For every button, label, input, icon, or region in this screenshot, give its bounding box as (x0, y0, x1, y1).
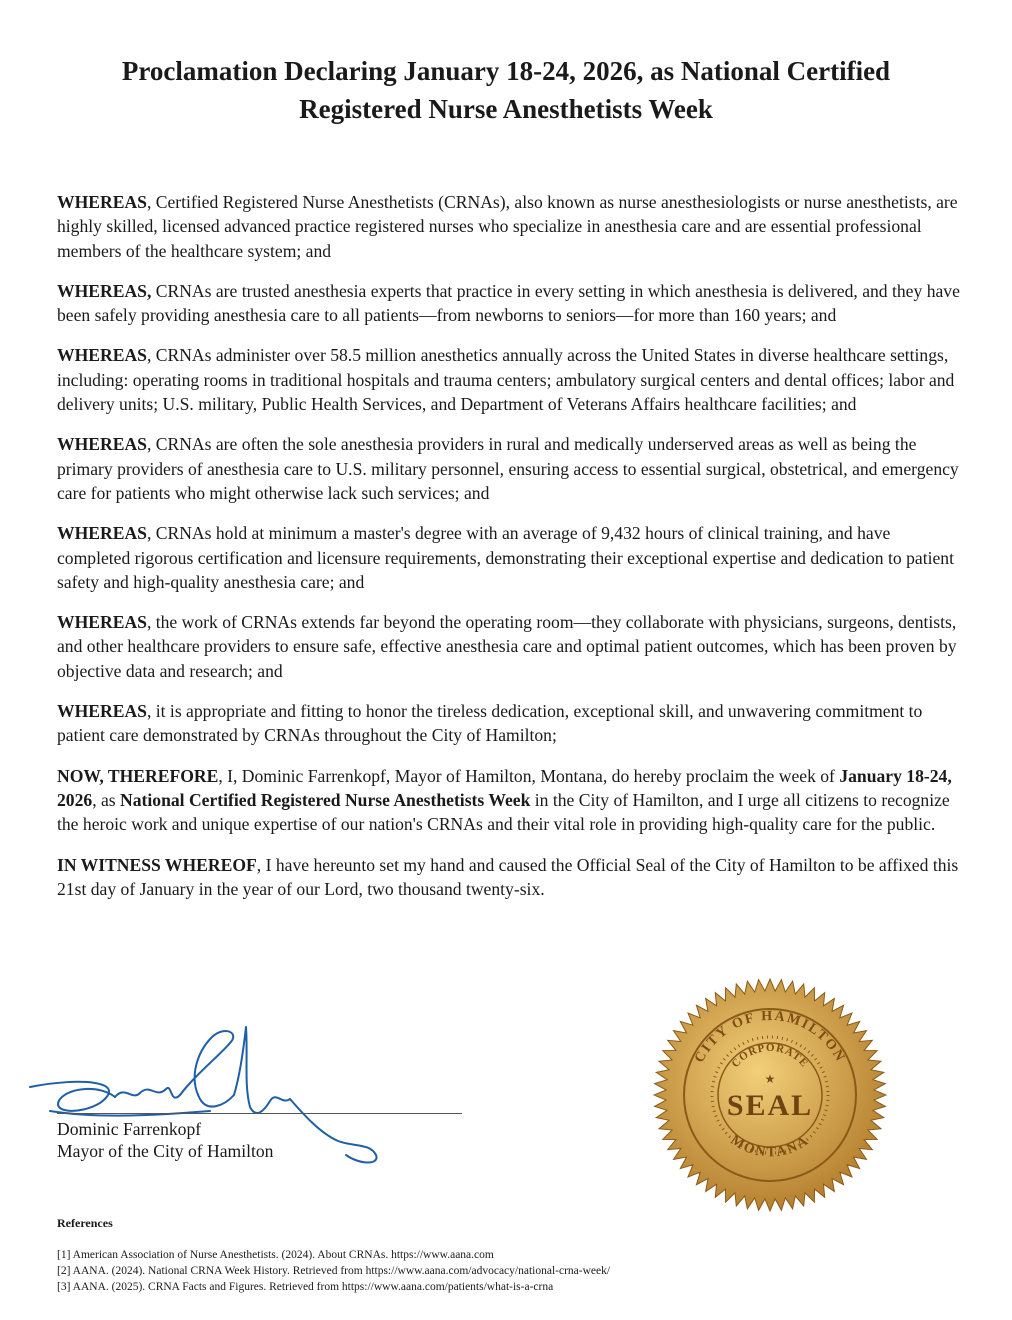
signature-block (0, 1015, 520, 1185)
whereas-lead: WHEREAS (57, 345, 147, 366)
signer-title: Mayor of the City of Hamilton (57, 1141, 274, 1161)
therefore-paragraph (57, 764, 962, 837)
whereas-lead: WHEREAS (57, 612, 147, 633)
whereas-text: CRNAs are trusted anesthesia experts that practice in every setting in which anesthesia is delivered, and they have been safely providing anesthesia care to all patients—from newborns to seniors—for more than 160 years; and (57, 280, 960, 326)
proclamation-body (57, 190, 962, 917)
signature-line (57, 1113, 462, 1114)
whereas-text: , CRNAs administer over 58.5 million anesthetics annually across the United States in diverse healthcare settings, including: operating rooms in traditional hospitals and trauma centers; ambulatory surgical centers and dental offices; labor and delivery units; U.S. military, Public Health Services, and Department of Veterans Affairs healthcare facilities; and (57, 345, 955, 415)
seal-ring-bottom: MONTANA (727, 1132, 813, 1161)
proclaimed-dates: January 18-24, 2026 (57, 765, 952, 810)
reference-item: [1] American Association of Nurse Anesthetists. (2024). About CRNAs. https://www.aana.com (57, 1249, 494, 1261)
whereas-paragraph-7 (57, 699, 962, 748)
seal-star-icon: ★ (764, 1072, 776, 1086)
whereas-lead: WHEREAS, (57, 280, 152, 301)
whereas-paragraph-6 (57, 610, 962, 683)
whereas-lead: WHEREAS (57, 523, 147, 544)
witness-text: , I have hereunto set my hand and caused the Official Seal of the City of Hamilton to be affixed this 21st day of January in the year of our Lord, two thousand twenty-six. (57, 854, 959, 899)
witness-lead: IN WITNESS WHEREOF (57, 854, 257, 875)
witness-paragraph (57, 853, 962, 902)
whereas-paragraph-5 (57, 521, 962, 594)
therefore-text-2: , as (92, 789, 121, 810)
whereas-text: , CRNAs hold at minimum a master's degree with an average of 9,432 hours of clinical training, and have completed rigorous certification and licensure requirements, demonstrating their exceptional expertise and dedication to patient safety and high-quality anesthesia care; and (57, 523, 954, 592)
reference-item: [3] AANA. (2025). CRNA Facts and Figures. Retrieved from https://www.aana.com/patients/what-is-a-crna (57, 1281, 554, 1293)
proclaimed-week: National Certified Registered Nurse Anesthetists Week (120, 789, 531, 810)
seal-inner-top: CORPORATE (729, 1041, 811, 1070)
references-heading: References (57, 1216, 113, 1230)
whereas-text: , it is appropriate and fitting to honor the tireless dedication, exceptional skill, and unwavering commitment to patient care demonstrated by CRNAs throughout the City of Hamilton; (57, 701, 923, 746)
whereas-text: , CRNAs are often the sole anesthesia providers in rural and medically underserved areas as well as being the primary providers of anesthesia care to U.S. military personnel, ensuring access to essential surgical, obstetrical, and emergency care for patients who might otherwise lack such services; and (57, 434, 959, 503)
whereas-lead: WHEREAS (57, 434, 147, 455)
whereas-text: , Certified Registered Nurse Anesthetists (CRNAs), also known as nurse anesthesiologists or nurse anesthetists, are highly skilled, licensed advanced practice registered nurses who specialize in anesthesia care and are essential professional members of the healthcare system; and (57, 192, 958, 261)
document-title (40, 52, 972, 128)
reference-item: [2] AANA. (2024). National CRNA Week History. Retrieved from https://www.aana.com/advocacy/national-crna-week/ (57, 1265, 611, 1277)
whereas-paragraph-3 (57, 343, 962, 416)
city-seal (650, 975, 890, 1215)
whereas-paragraph-2 (57, 279, 962, 328)
references-section (57, 1215, 957, 1295)
whereas-paragraph-4 (57, 432, 962, 505)
therefore-text-1: , I, Dominic Farrenkopf, Mayor of Hamilton, Montana, do hereby proclaim the week of (218, 765, 840, 786)
seal-ring-top: CITY OF HAMILTON (692, 1008, 848, 1066)
title-line-2: Registered Nurse Anesthetists Week (299, 94, 713, 124)
whereas-paragraph-1 (57, 190, 962, 263)
therefore-text-3: in the City of Hamilton, and I urge all citizens to recognize the heroic work and unique expertise of our nation's CRNAs and their vital role in providing high-quality care for the public. (57, 789, 950, 835)
title-line-1: Proclamation Declaring January 18-24, 2026, as National Certified (121, 56, 891, 86)
seal-center-text: SEAL (726, 1089, 814, 1122)
whereas-lead: WHEREAS (57, 701, 147, 722)
whereas-lead: WHEREAS (57, 192, 147, 212)
therefore-lead: NOW, THEREFORE (57, 765, 219, 786)
signer-name: Dominic Farrenkopf (57, 1119, 202, 1139)
whereas-text: , the work of CRNAs extends far beyond the operating room—they collaborate with physicians, surgeons, dentists, and other healthcare providers to ensure safe, effective anesthesia care and optimal patient outcomes, which has been proven by objective data and research; and (57, 612, 957, 681)
